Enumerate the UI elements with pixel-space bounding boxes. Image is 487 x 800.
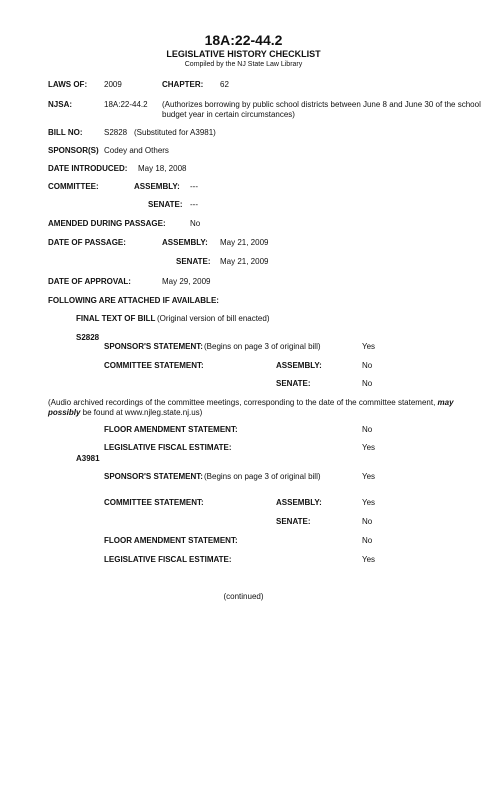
a3981-sponsor-statement-label: SPONSOR'S STATEMENT:: [104, 472, 203, 481]
s2828-committee-senate-label: SENATE:: [276, 379, 311, 388]
s2828-sponsor-statement-value: Yes: [362, 342, 376, 351]
sponsors-label: SPONSOR(S): [48, 146, 99, 155]
njsa-description-line2: budget year in certain circumstances): [162, 110, 295, 119]
s2828-floor-amendment-label: FLOOR AMENDMENT STATEMENT:: [104, 425, 238, 434]
date-introduced-value: May 18, 2008: [138, 164, 187, 173]
date-of-approval-value: May 29, 2009: [162, 277, 211, 286]
laws-of-label: LAWS OF:: [48, 80, 88, 89]
a3981-committee-senate-value: No: [362, 517, 373, 526]
s2828-sponsor-statement-label: SPONSOR'S STATEMENT:: [104, 342, 203, 351]
s2828-fiscal-estimate-label: LEGISLATIVE FISCAL ESTIMATE:: [104, 443, 232, 452]
committee-assembly-value: ---: [190, 182, 198, 191]
final-text-note: (Original version of bill enacted): [157, 314, 270, 323]
s2828-bill-label: S2828: [76, 333, 100, 342]
a3981-committee-assembly-value: Yes: [362, 498, 376, 507]
chapter-value: 62: [220, 80, 229, 89]
attached-heading: FOLLOWING ARE ATTACHED IF AVAILABLE:: [48, 296, 219, 305]
audio-note-text: (Audio archived recordings of the committee meetings, corresponding to the date of the committee statement,: [48, 398, 438, 407]
final-text-label: FINAL TEXT OF BILL: [76, 314, 156, 323]
s2828-committee-assembly-label: ASSEMBLY:: [276, 361, 322, 370]
audio-archive-note: [48, 398, 468, 418]
date-of-passage-label: DATE OF PASSAGE:: [48, 238, 126, 247]
passage-senate-value: May 21, 2009: [220, 257, 269, 266]
a3981-bill-label: A3981: [76, 454, 100, 463]
compiled-by: Compiled by the NJ State Law Library: [184, 61, 303, 68]
njsa-label: NJSA:: [48, 100, 73, 109]
a3981-fiscal-estimate-value: Yes: [362, 555, 376, 564]
bill-no-value: S2828: [104, 128, 128, 137]
a3981-sponsor-statement-value: Yes: [362, 472, 376, 481]
bill-no-note: (Substituted for A3981): [134, 128, 216, 137]
committee-senate-label: SENATE:: [148, 200, 183, 209]
passage-assembly-value: May 21, 2009: [220, 238, 269, 247]
committee-assembly-label: ASSEMBLY:: [134, 182, 180, 191]
s2828-sponsor-statement-note: (Begins on page 3 of original bill): [204, 342, 321, 351]
a3981-floor-amendment-label: FLOOR AMENDMENT STATEMENT:: [104, 536, 238, 545]
continued-footer: (continued): [223, 592, 264, 601]
chapter-label: CHAPTER:: [162, 80, 204, 89]
a3981-committee-statement-label: COMMITTEE STATEMENT:: [104, 498, 204, 507]
a3981-fiscal-estimate-label: LEGISLATIVE FISCAL ESTIMATE:: [104, 555, 232, 564]
date-of-approval-label: DATE OF APPROVAL:: [48, 277, 131, 286]
audio-note-emphasis: may possibly: [48, 398, 454, 417]
sponsors-value: Codey and Others: [104, 146, 169, 155]
njsa-value: 18A:22-44.2: [104, 100, 148, 109]
njsa-description-line1: (Authorizes borrowing by public school districts between June 8 and June 30 of the school: [162, 100, 481, 109]
a3981-committee-assembly-label: ASSEMBLY:: [276, 498, 322, 507]
s2828-committee-statement-label: COMMITTEE STATEMENT:: [104, 361, 204, 370]
a3981-sponsor-statement-note: (Begins on page 3 of original bill): [204, 472, 321, 481]
committee-label: COMMITTEE:: [48, 182, 99, 191]
passage-assembly-label: ASSEMBLY:: [162, 238, 208, 247]
bill-no-label: BILL NO:: [48, 128, 83, 137]
checklist-title: LEGISLATIVE HISTORY CHECKLIST: [166, 49, 321, 59]
a3981-floor-amendment-value: No: [362, 536, 373, 545]
laws-of-value: 2009: [104, 80, 122, 89]
s2828-committee-assembly-value: No: [362, 361, 373, 370]
statute-title: 18A:22-44.2: [204, 32, 283, 48]
date-introduced-label: DATE INTRODUCED:: [48, 164, 128, 173]
audio-note-url-text: be found at www.njleg.state.nj.us): [80, 408, 203, 417]
passage-senate-label: SENATE:: [176, 257, 211, 266]
amended-label: AMENDED DURING PASSAGE:: [48, 219, 166, 228]
committee-senate-value: ---: [190, 200, 198, 209]
s2828-floor-amendment-value: No: [362, 425, 373, 434]
s2828-fiscal-estimate-value: Yes: [362, 443, 376, 452]
s2828-committee-senate-value: No: [362, 379, 373, 388]
amended-value: No: [190, 219, 201, 228]
a3981-committee-senate-label: SENATE:: [276, 517, 311, 526]
